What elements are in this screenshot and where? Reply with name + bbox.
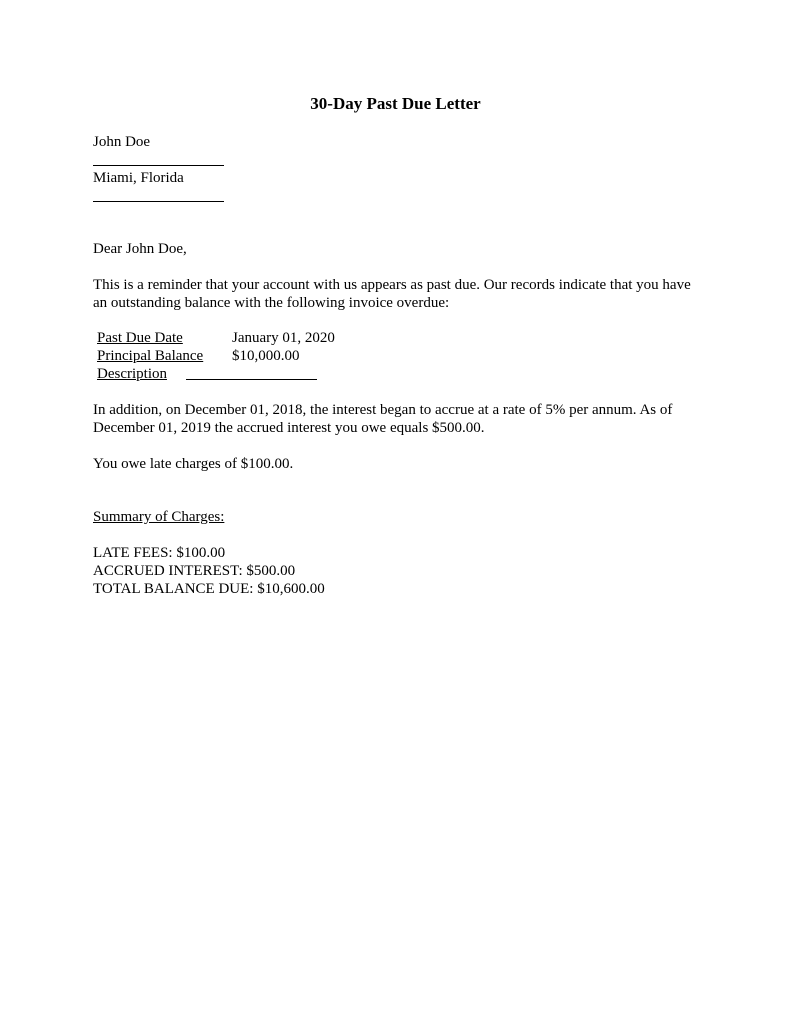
description-label: Description (97, 366, 167, 382)
principal-balance-value: $10,000.00 (232, 348, 300, 364)
summary-heading: Summary of Charges: (93, 509, 225, 525)
salutation: Dear John Doe, (93, 241, 187, 257)
description-blank-line (186, 379, 317, 380)
interest-paragraph: In addition, on December 01, 2018, the interest began to accrue at a rate of 5% per annum. As of December 01, 2019 the accrued interest you owe equals $500.00. (93, 402, 673, 436)
past-due-date-label: Past Due Date (97, 330, 183, 346)
late-fees-line: LATE FEES: $100.00 (93, 545, 226, 561)
page-title: 30-Day Past Due Letter (310, 94, 481, 113)
past-due-date-value: January 01, 2020 (232, 330, 335, 346)
late-charges-text: You owe late charges of $100.00. (93, 456, 294, 472)
recipient-location: Miami, Florida (93, 170, 184, 186)
intro-paragraph: This is a reminder that your account with us appears as past due. Our records indicate that you have an outstanding balance with the following invoice overdue: (93, 277, 691, 311)
address-blank-line (93, 201, 224, 202)
recipient-name: John Doe (93, 134, 151, 150)
address-blank-line (93, 165, 224, 166)
principal-balance-label: Principal Balance (97, 348, 204, 364)
accrued-interest-line: ACCRUED INTEREST: $500.00 (93, 563, 296, 579)
total-balance-line: TOTAL BALANCE DUE: $10,600.00 (93, 581, 325, 597)
